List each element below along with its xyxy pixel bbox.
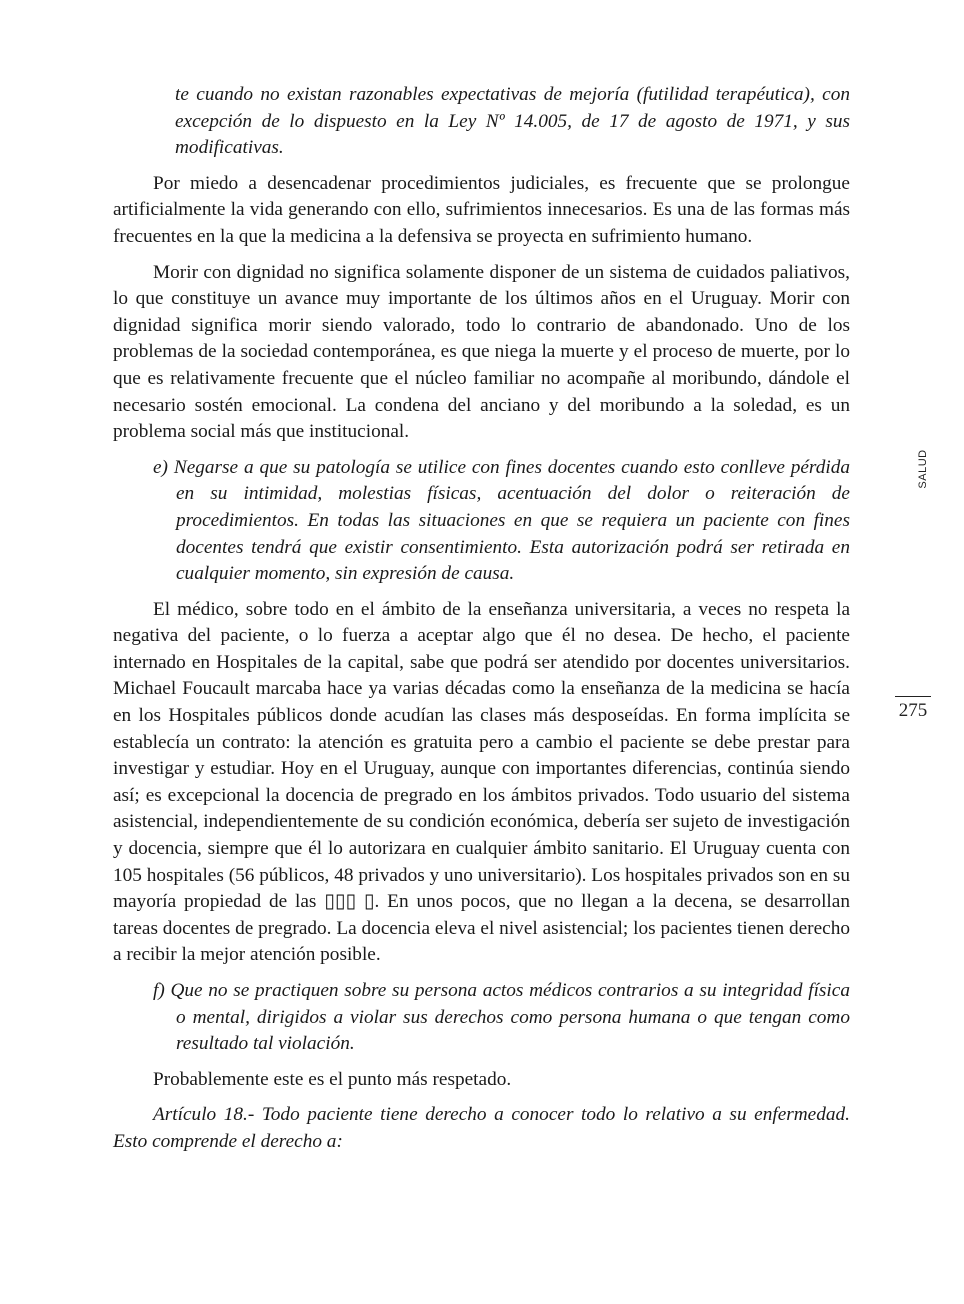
paragraph-teaching: El médico, sobre todo en el ámbito de la enseñanza universitaria, a veces no respeta la negativa del paciente, o lo fuerza a aceptar algo que él no desea. De hecho, el paciente internado en Hospitales de la capital, sabe que podrá ser atendido por docentes universitarios. Michael Foucault marcaba hace ya varias décadas como la enseñanza de la medicina se hacía en los Hospitales públicos donde acudían las clases más desposeídas. En forma implícita se establecía un contrato: la atención es gratuita pero a cambio el paciente se debe prestar para investigar y estudiar. Hoy en el Uruguay, aunque con importantes diferencias, continúa siendo así; es excepcional la docencia de pregrado en los ámbitos privados. Todo usuario del sistema asistencial, independientemente de su condición económica, debería ser sujeto de investigación y docencia, siempre que él lo autorizara en cualquier ámbito sanitario. El Uruguay cuenta con 105 hospitales (56 públicos, 48 privados y uno universitario). Los hospitales privados son en su mayoría propiedad de las ▯▯▯ ▯. En unos pocos, que no llegan a la decena, se desarrollan tareas docentes de pregrado. La docencia eleva el nivel asistencial; los pacientes tienen derecho a recibir la mejor atención posible. [113, 598, 850, 966]
paragraph-most-respected: Probablemente este es el punto más respetado. [153, 1068, 512, 1090]
quoted-continuation: te cuando no existan razonables expectativas de mejoría (futilidad terapéutica), con excepción de lo dispuesto en la Ley Nº 14.005, de 17 de agosto de 1971, y sus modificativas. [175, 84, 850, 159]
page-number-rule [895, 696, 931, 697]
paragraph-dignified-death: Morir con dignidad no significa solamente disponer de un sistema de cuidados paliativos, lo que constituye un avance muy importante de los últimos años en el Uruguay. Morir con dignidad significa morir siendo valorado, todo lo contrario de abandonado. Uno de los problemas de la sociedad contemporánea, es que niega la muerte y el proceso de muerte, por lo que es relativamente frecuente que el núcleo familiar no acompañe al moribundo, dándole el necesario sostén emocional. La condena del anciano y del moribundo a la soledad, es un problema social más que institucional. [113, 261, 850, 443]
page-body [113, 82, 850, 1156]
section-label: SALUD [917, 449, 929, 489]
list-item-e: e) Negarse a que su patología se utilice con fines docentes cuando esto conlleve pérdida en su intimidad, molestias físicas, acentuación del dolor o reiteración de procedimientos. En todas las situaciones en que se requiera un paciente con fines docentes tendrá que existir consentimiento. Esta autorización podrá ser retirada en cualquier momento, sin expresión de causa. [153, 456, 850, 585]
paragraph-defensive-medicine: Por miedo a desencadenar procedimientos judiciales, es frecuente que se prolongue artificialmente la vida generando con ello, sufrimientos innecesarios. Es una de las formas más frecuentes en la que la medicina a la defensiva se proyecta en sufrimiento humano. [113, 172, 850, 247]
page-number: 275 [898, 700, 928, 721]
article-18-heading: Artículo 18.- Todo paciente tiene derecho a conocer todo lo relativo a su enfermedad. Esto comprende el derecho a: [113, 1104, 850, 1152]
list-item-f: f) Que no se practiquen sobre su persona actos médicos contrarios a su integridad física o mental, dirigidos a violar sus derechos como persona humana o que tengan como resultado tal violación. [153, 980, 850, 1055]
